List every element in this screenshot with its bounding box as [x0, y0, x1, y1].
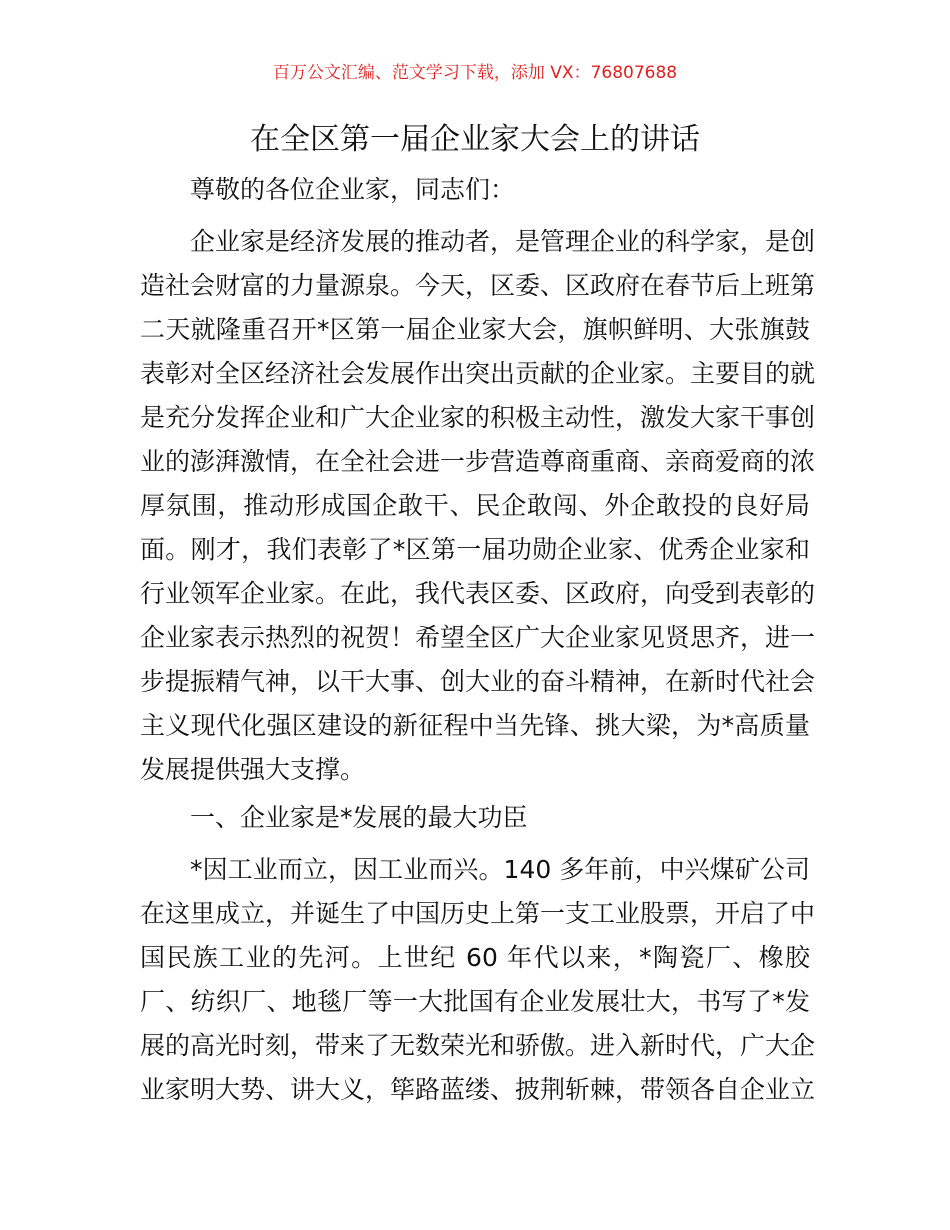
paragraph-line: *因工业而立，因工业而兴。140 多年前，中兴煤矿公司 [190, 855, 810, 884]
paragraph-line: 企业家表示热烈的祝贺！希望全区广大企业家见贤思齐，进一 [140, 623, 816, 652]
section-heading: 一、企业家是*发展的最大功臣 [190, 803, 528, 832]
paragraph-line: 面。刚才，我们表彰了*区第一届功勋企业家、优秀企业家和 [140, 535, 810, 564]
paragraph-line: 行业领军企业家。在此，我代表区委、区政府，向受到表彰的 [140, 579, 816, 608]
paragraph-line: 厚氛围，推动形成国企敢干、民企敢闯、外企敢投的良好局 [140, 491, 810, 520]
paragraph-line: 主义现代化强区建设的新征程中当先锋、挑大梁，为*高质量 [140, 711, 810, 740]
watermark-header: 百万公文汇编、范文学习下载，添加 VX：76807688 [272, 63, 678, 83]
paragraph-line: 企业家是经济发展的推动者，是管理企业的科学家，是创 [190, 227, 816, 256]
paragraph-line: 二天就隆重召开*区第一届企业家大会，旗帜鲜明、大张旗鼓 [140, 315, 810, 344]
document-title: 在全区第一届企业家大会上的讲话 [250, 122, 700, 157]
greeting: 尊敬的各位企业家，同志们： [190, 175, 516, 204]
paragraph-line: 是充分发挥企业和广大企业家的积极主动性，激发大家干事创 [140, 403, 816, 432]
paragraph-line: 步提振精气神，以干大事、创大业的奋斗精神，在新时代社会 [140, 667, 816, 696]
paragraph-line: 展的高光时刻，带来了无数荣光和骄傲。进入新时代，广大企 [140, 1031, 816, 1060]
paragraph-line: 表彰对全区经济社会发展作出突出贡献的企业家。主要目的就 [140, 359, 816, 388]
paragraph-line: 厂、纺织厂、地毯厂等一大批国有企业发展壮大，书写了*发 [140, 987, 810, 1016]
paragraph-line: 国民族工业的先河。上世纪 60 年代以来，*陶瓷厂、橡胶 [140, 943, 810, 972]
paragraph-line: 造社会财富的力量源泉。今天，区委、区政府在春节后上班第 [140, 271, 816, 300]
paragraph-line: 业家明大势、讲大义，筚路蓝缕、披荆斩棘，带领各自企业立 [140, 1075, 816, 1104]
paragraph-line: 业的澎湃激情，在全社会进一步营造尊商重商、亲商爱商的浓 [140, 447, 816, 476]
paragraph-line: 发展提供强大支撑。 [140, 755, 366, 784]
paragraph-line: 在这里成立，并诞生了中国历史上第一支工业股票，开启了中 [140, 899, 816, 928]
